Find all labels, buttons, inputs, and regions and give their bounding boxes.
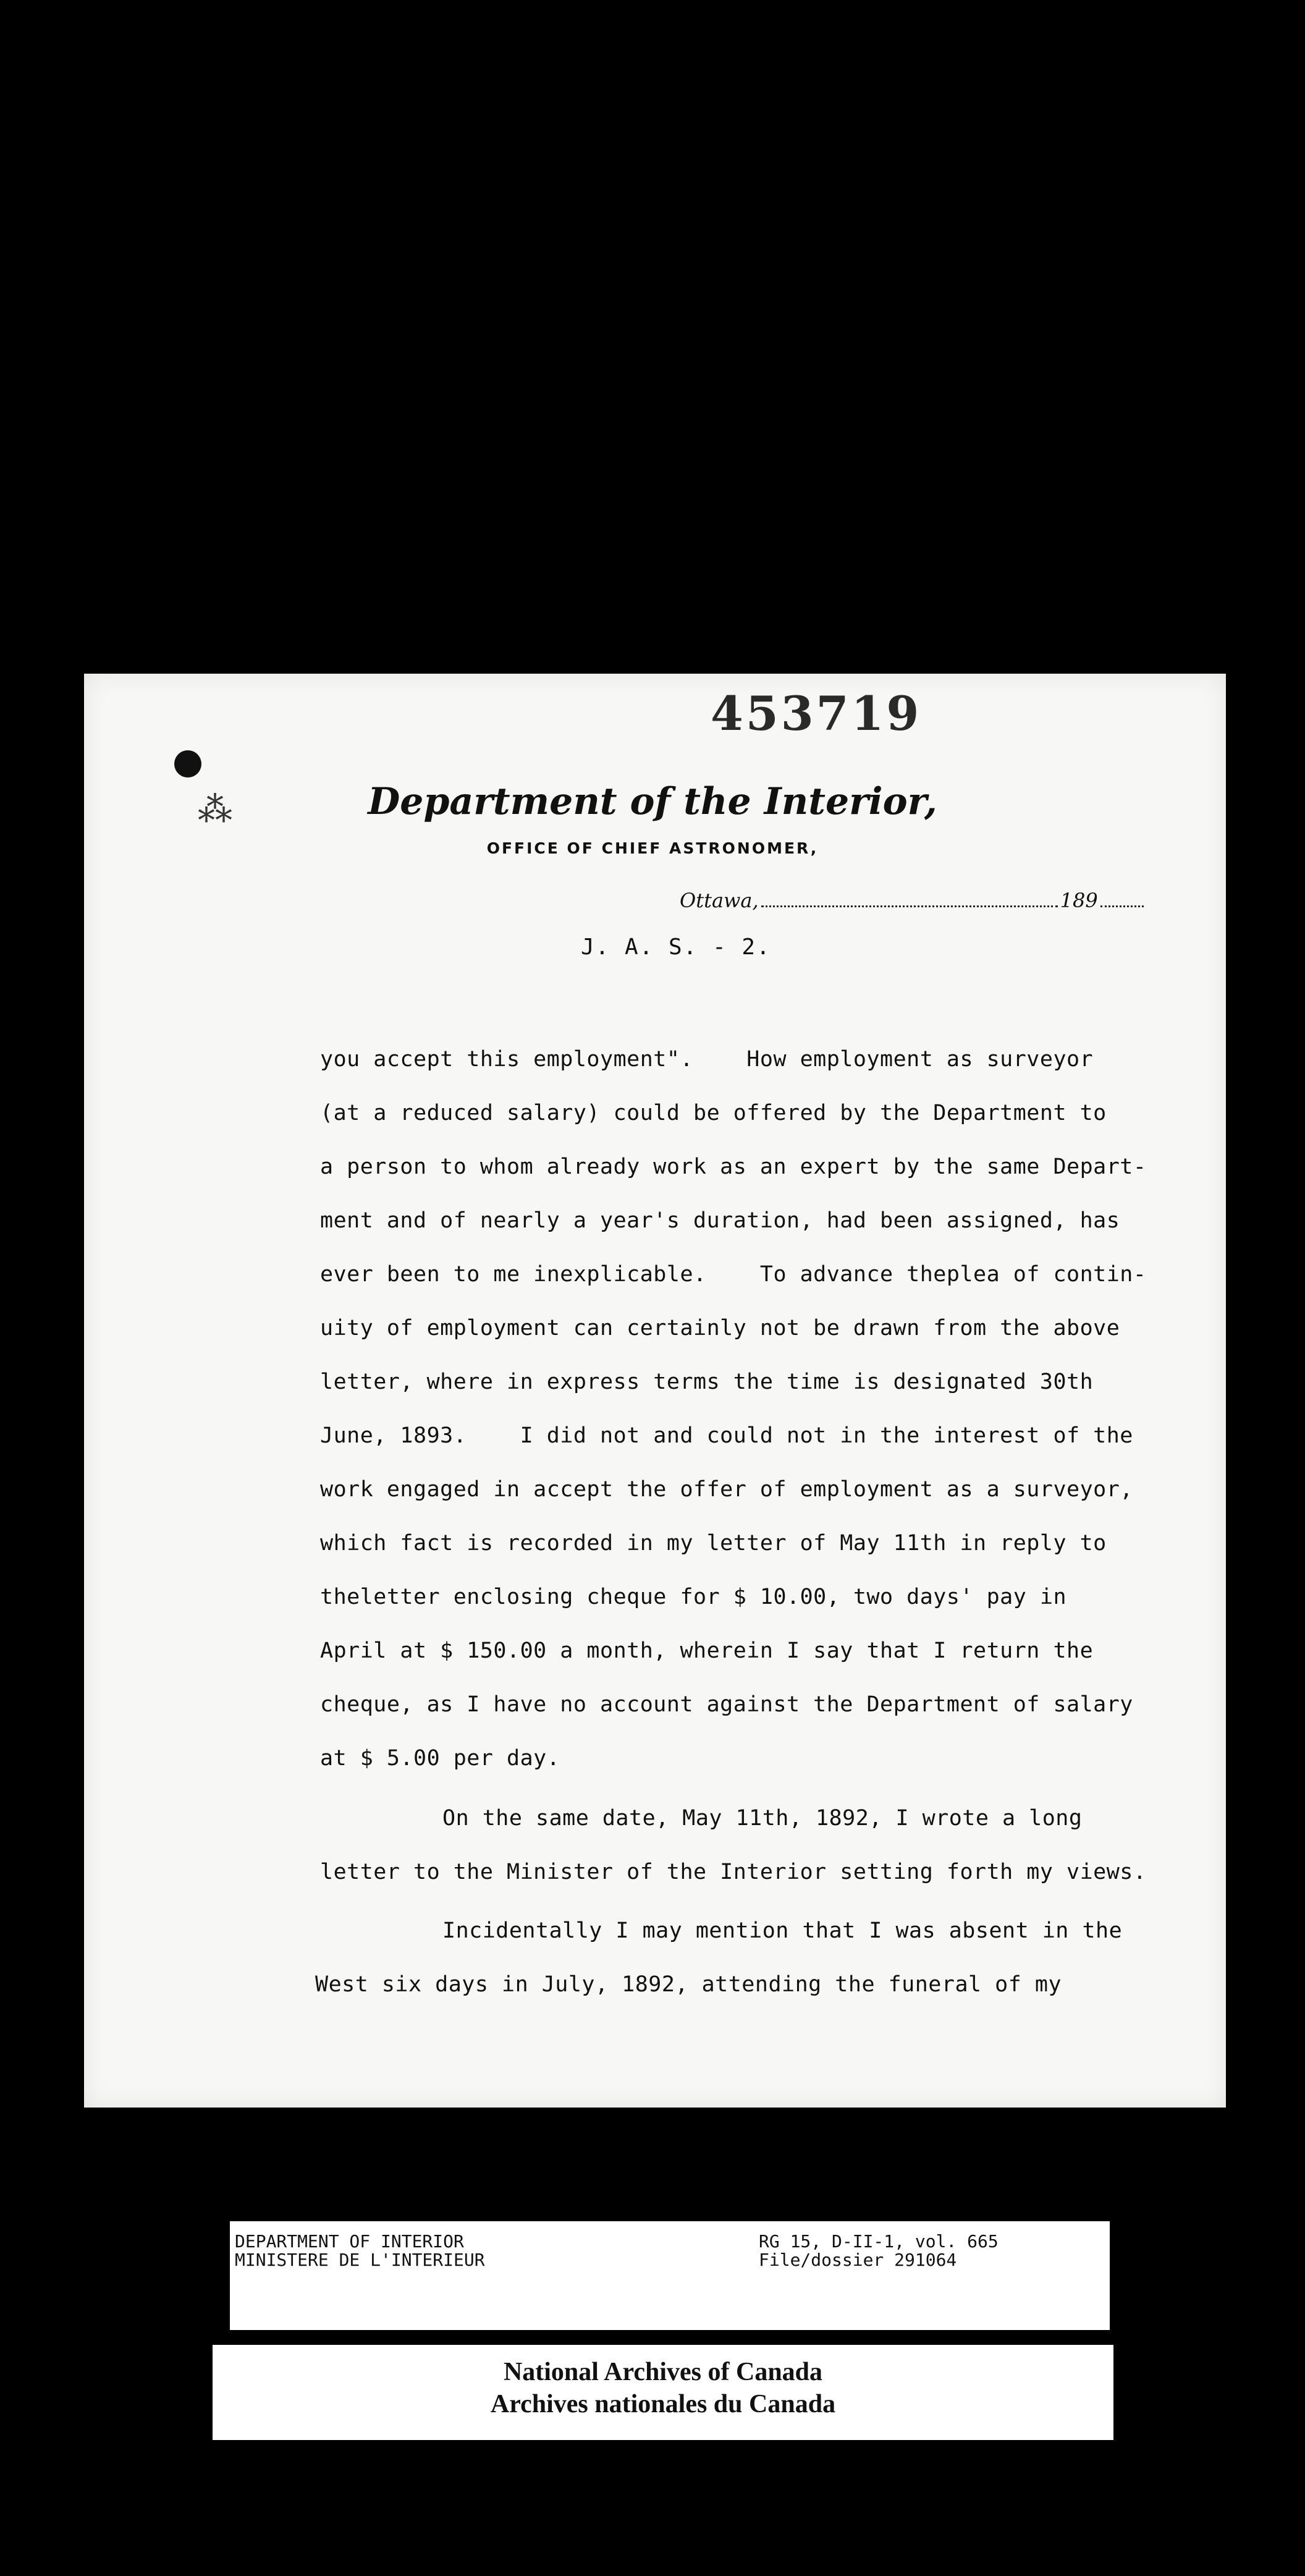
year-label: 189 xyxy=(1060,889,1098,912)
body-line-11: theletter enclosing cheque for $ 10.00, two days' pay in xyxy=(320,1585,1067,1609)
archive-label-dept xyxy=(235,2232,485,2269)
archive-label-rg: RG 15, D-II-1, vol. 665 xyxy=(759,2231,999,2252)
handwritten-mark: ⁂ xyxy=(198,790,232,830)
body-line-7: letter, where in express terms the time is designated 30th xyxy=(320,1370,1094,1394)
body-line-4: ment and of nearly a year's duration, had been assigned, has xyxy=(320,1208,1120,1233)
file-number-stamp: 453719 xyxy=(711,686,922,741)
archive-label-dept-fr: MINISTERE DE L'INTERIEUR xyxy=(235,2250,485,2270)
body-line-18: West six days in July, 1892, attending the funeral of my xyxy=(315,1972,1062,1997)
place-label: Ottawa, xyxy=(680,889,759,912)
archive-label-dept-en: DEPARTMENT OF INTERIOR xyxy=(235,2231,464,2252)
letterhead-title: Department of the Interior, xyxy=(368,780,937,823)
place-date-line xyxy=(680,889,1144,912)
body-line-9: work engaged in accept the offer of employment as a surveyor, xyxy=(320,1477,1133,1502)
body-line-17: Incidentally I may mention that I was absent in the xyxy=(442,1918,1123,1943)
body-line-14: at $ 5.00 per day. xyxy=(320,1746,560,1771)
body-line-13: cheque, as I have no account against the Department of salary xyxy=(320,1692,1133,1717)
body-line-5: ever been to me inexplicable. To advance theplea of contin- xyxy=(320,1262,1147,1287)
archives-banner-fr: Archives nationales du Canada xyxy=(490,2390,836,2418)
punch-hole xyxy=(174,750,201,777)
body-line-12: April at $ 150.00 a month, wherein I say that I return the xyxy=(320,1638,1094,1663)
year-dotted-line xyxy=(1100,905,1144,907)
archive-label-ref xyxy=(759,2232,999,2269)
body-line-8: June, 1893. I did not and could not in the interest of the xyxy=(320,1423,1133,1448)
body-line-15: On the same date, May 11th, 1892, I wrote a long xyxy=(442,1806,1083,1831)
body-line-16: letter to the Minister of the Interior setting forth my views. xyxy=(320,1860,1147,1884)
body-line-10: which fact is recorded in my letter of May 11th in reply to xyxy=(320,1531,1107,1556)
date-dotted-line xyxy=(761,905,1058,907)
body-line-3: a person to whom already work as an expert by the same Depart- xyxy=(320,1155,1147,1179)
reference-code: J. A. S. - 2. xyxy=(581,934,771,960)
body-line-1: you accept this employment". How employment as surveyor xyxy=(320,1047,1094,1072)
letterhead-subtitle: OFFICE OF CHIEF ASTRONOMER, xyxy=(486,839,819,857)
body-line-6: uity of employment can certainly not be drawn from the above xyxy=(320,1316,1120,1341)
archives-banner-en: National Archives of Canada xyxy=(503,2358,823,2386)
archive-label-file: File/dossier 291064 xyxy=(759,2250,957,2270)
body-line-2: (at a reduced salary) could be offered by the Department to xyxy=(320,1101,1107,1125)
